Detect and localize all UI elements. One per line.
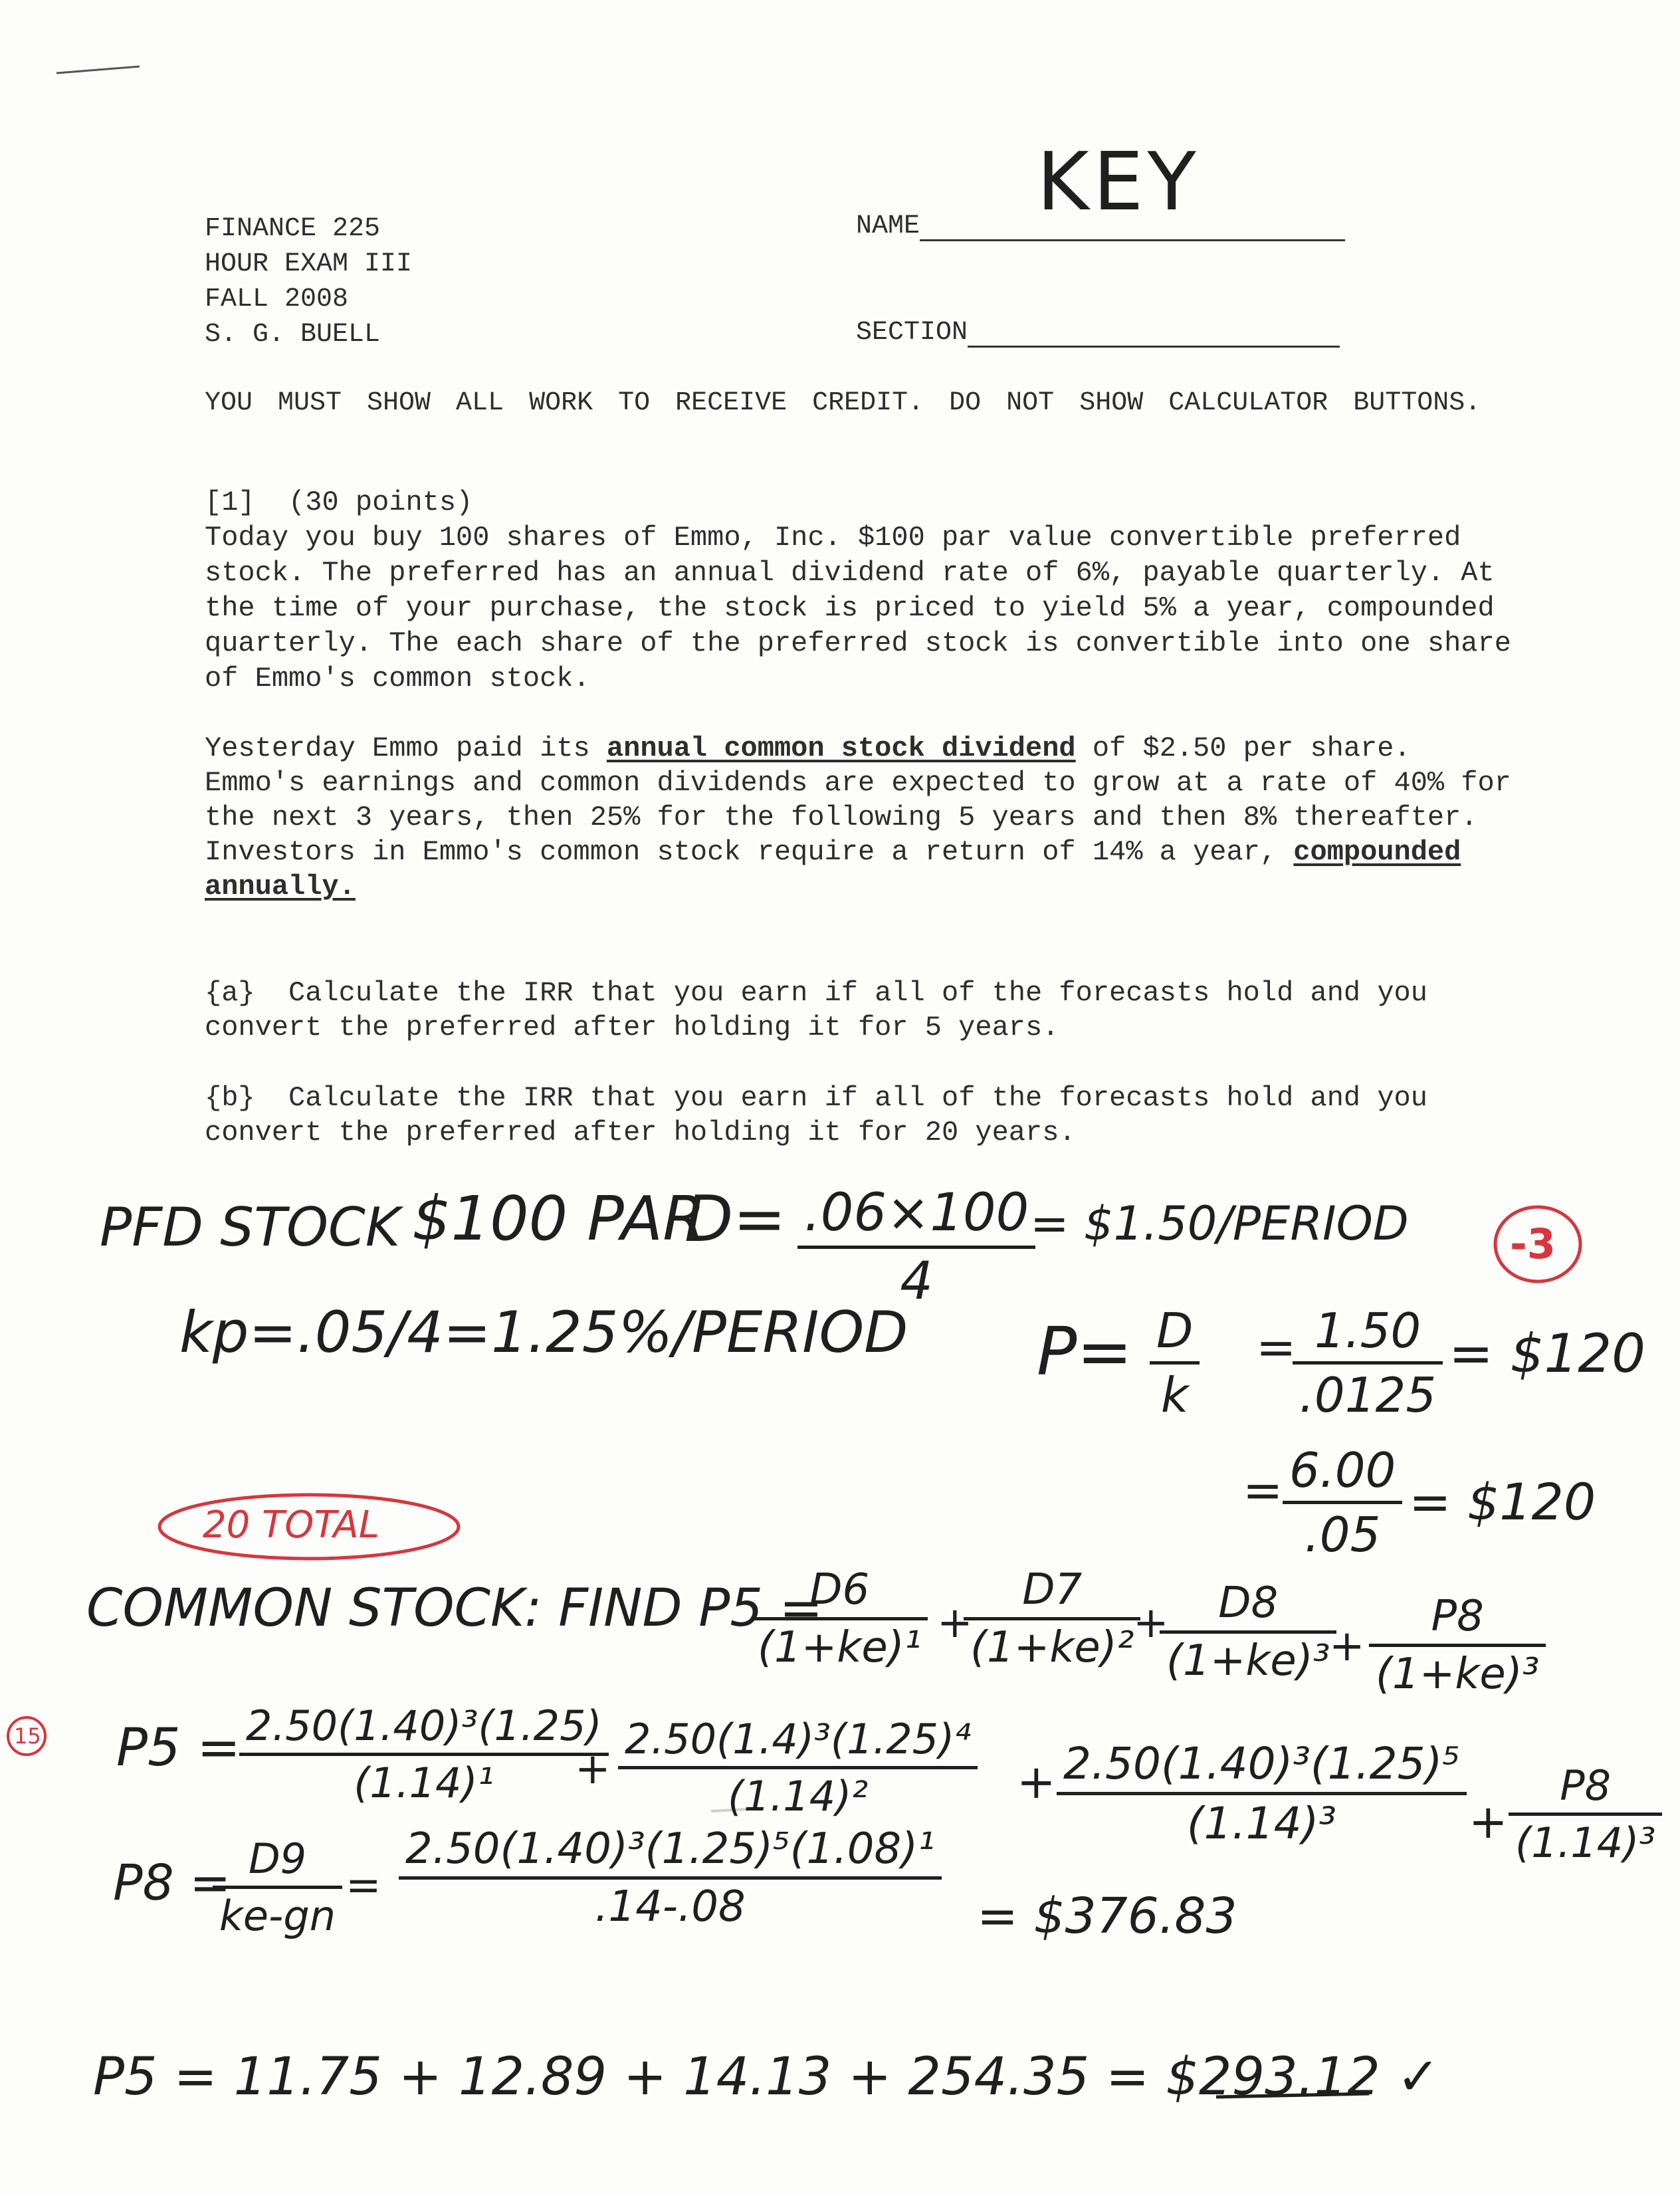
p8-calc-num: 2.50(1.40)³(1.25)⁵(1.08)¹ xyxy=(399,1824,942,1880)
p-den1: k xyxy=(1160,1367,1189,1423)
d-denominator: 4 xyxy=(900,1252,933,1311)
exam-header xyxy=(205,211,412,352)
p2-num: 6.00 xyxy=(1283,1442,1402,1504)
calc2-den: (1.14)² xyxy=(727,1772,869,1820)
problem1-text: Today you buy 100 shares of Emmo, Inc. $100 par value convertible preferred stock. The preferred has an annual dividend rate of 6%, payable quarterly. At the time of your purchase, the stock is priced to yield 5% a year, compounded quarterly. The each share of the preferred stock is convertible into one share of Emmo's common stock. xyxy=(205,522,1511,695)
term4-fraction xyxy=(1369,1592,1546,1699)
p2-den: .05 xyxy=(1304,1507,1381,1563)
calc1-fraction xyxy=(239,1702,609,1807)
equals-sign-2: = xyxy=(1243,1462,1283,1518)
part-b xyxy=(205,1081,1521,1150)
pfd-par: $100 PAR xyxy=(412,1183,706,1254)
plus-2: + xyxy=(1133,1598,1169,1648)
p8-num: D9 xyxy=(213,1834,342,1889)
term4-den: (1+ke)³ xyxy=(1376,1650,1540,1699)
equals-sign-1: = xyxy=(1256,1319,1297,1375)
calc4-den: (1.14)³ xyxy=(1515,1818,1656,1867)
calc1-den: (1.14)¹ xyxy=(354,1759,494,1807)
problem-points: (30 points) xyxy=(288,487,473,518)
common-title: COMMON STOCK: FIND P5 = xyxy=(86,1579,823,1638)
calc3-fraction xyxy=(1057,1738,1467,1849)
d-numerator: .06×100 xyxy=(797,1183,1035,1249)
calc4-num: P8 xyxy=(1509,1761,1662,1816)
name-label: NAME xyxy=(856,211,920,241)
p8-eq: P8 = xyxy=(113,1854,231,1912)
exam-title: HOUR EXAM III xyxy=(205,249,413,279)
kp-line: kp=.05/4=1.25%/PERIOD xyxy=(179,1299,908,1366)
p-result: = $120 xyxy=(1449,1323,1646,1384)
calc3-den: (1.14)³ xyxy=(1186,1798,1336,1849)
term3-den: (1+ke)³ xyxy=(1166,1636,1330,1686)
p-eq: P= xyxy=(1037,1313,1133,1390)
calc3-num: 2.50(1.40)³(1.25)⁵ xyxy=(1057,1738,1467,1795)
p8-fraction xyxy=(213,1834,342,1940)
deduction-mark: -3 xyxy=(1510,1220,1556,1268)
score-mark: 15 xyxy=(14,1723,41,1749)
plus-4: + xyxy=(575,1745,611,1794)
problem1-para1 xyxy=(205,485,1521,697)
calc2-num: 2.50(1.4)³(1.25)⁴ xyxy=(618,1715,978,1769)
d-result: = $1.50/PERIOD xyxy=(1030,1196,1409,1251)
calc1-num: 2.50(1.40)³(1.25) xyxy=(239,1702,609,1756)
p-den2: .0125 xyxy=(1299,1367,1437,1423)
total-note: 20 TOTAL xyxy=(203,1503,379,1547)
course-title: FINANCE 225 xyxy=(205,214,381,244)
term2-num: D7 xyxy=(964,1565,1140,1620)
part-a-label: {a} xyxy=(205,977,255,1009)
part-b-label: {b} xyxy=(205,1082,255,1114)
plus-3: + xyxy=(1329,1622,1365,1671)
plus-6: + xyxy=(1469,1795,1508,1849)
p8-calc-fraction xyxy=(399,1824,942,1931)
pfd-title: PFD STOCK xyxy=(100,1196,401,1258)
d-eq: D= xyxy=(684,1183,786,1256)
term4-num: P8 xyxy=(1369,1592,1546,1647)
calc2-fraction xyxy=(618,1715,978,1820)
p2-result: = $120 xyxy=(1409,1472,1596,1531)
p-num1: D xyxy=(1150,1303,1200,1365)
term3-fraction xyxy=(1160,1579,1336,1686)
para2-text-b: of $2.50 per share. Emmo's earnings and common dividends are expected to grow at a rate of 40% for the next 3 years, then 25% for the following 5 years and then 8% thereafter. Investors in Emmo's common stock require a return of 14% a year, xyxy=(205,732,1511,868)
p-num2: 1.50 xyxy=(1293,1303,1443,1365)
term2-fraction xyxy=(964,1565,1140,1672)
name-key-handwritten: KEY xyxy=(1037,136,1200,229)
p8-den: ke-gn xyxy=(219,1892,336,1940)
p5-eq: P5 = xyxy=(116,1718,241,1778)
section-field xyxy=(856,318,1340,348)
part-b-text: Calculate the IRR that you earn if all of the forecasts hold and you convert the preferred after holding it for 20 years. xyxy=(205,1082,1427,1149)
p5-final: P5 = 11.75 + 12.89 + 14.13 + 254.35 = $293.12 ✓ xyxy=(93,2047,1440,2107)
p2-fraction xyxy=(1283,1442,1402,1563)
para2-underlined-dividend: annual common stock dividend xyxy=(606,732,1076,764)
p8-calc-den: .14-.08 xyxy=(595,1882,746,1931)
p-fraction2 xyxy=(1293,1303,1443,1423)
term1-den: (1+ke)¹ xyxy=(758,1623,922,1672)
term3-num: D8 xyxy=(1160,1579,1336,1634)
instructor-name: S. G. BUELL xyxy=(205,320,381,350)
instructions: YOU MUST SHOW ALL WORK TO RECEIVE CREDIT. DO NOT SHOW CALCULATOR BUTTONS. xyxy=(205,388,1481,418)
section-line xyxy=(968,319,1340,348)
plus-1: + xyxy=(937,1598,973,1648)
exam-term: FALL 2008 xyxy=(205,284,349,314)
part-a-text: Calculate the IRR that you earn if all of the forecasts hold and you convert the preferred after holding it for 5 years. xyxy=(205,977,1427,1043)
term2-den: (1+ke)² xyxy=(970,1623,1134,1672)
part-a xyxy=(205,976,1521,1045)
d-fraction xyxy=(797,1183,1035,1311)
term1-fraction xyxy=(751,1565,928,1672)
para2-underlined-compounding: compounded annually. xyxy=(205,836,1461,903)
p-fraction1 xyxy=(1150,1303,1200,1423)
plus-5: + xyxy=(1017,1755,1056,1809)
problem1-para2 xyxy=(205,731,1521,904)
term1-num: D6 xyxy=(751,1565,928,1620)
section-label: SECTION xyxy=(856,318,968,348)
calc4-fraction xyxy=(1509,1761,1662,1867)
p8-result: = $376.83 xyxy=(977,1888,1237,1945)
problem-number: [1] xyxy=(205,487,255,518)
equals-sign-3: = xyxy=(346,1861,381,1910)
para2-text-a: Yesterday Emmo paid its xyxy=(205,732,607,764)
